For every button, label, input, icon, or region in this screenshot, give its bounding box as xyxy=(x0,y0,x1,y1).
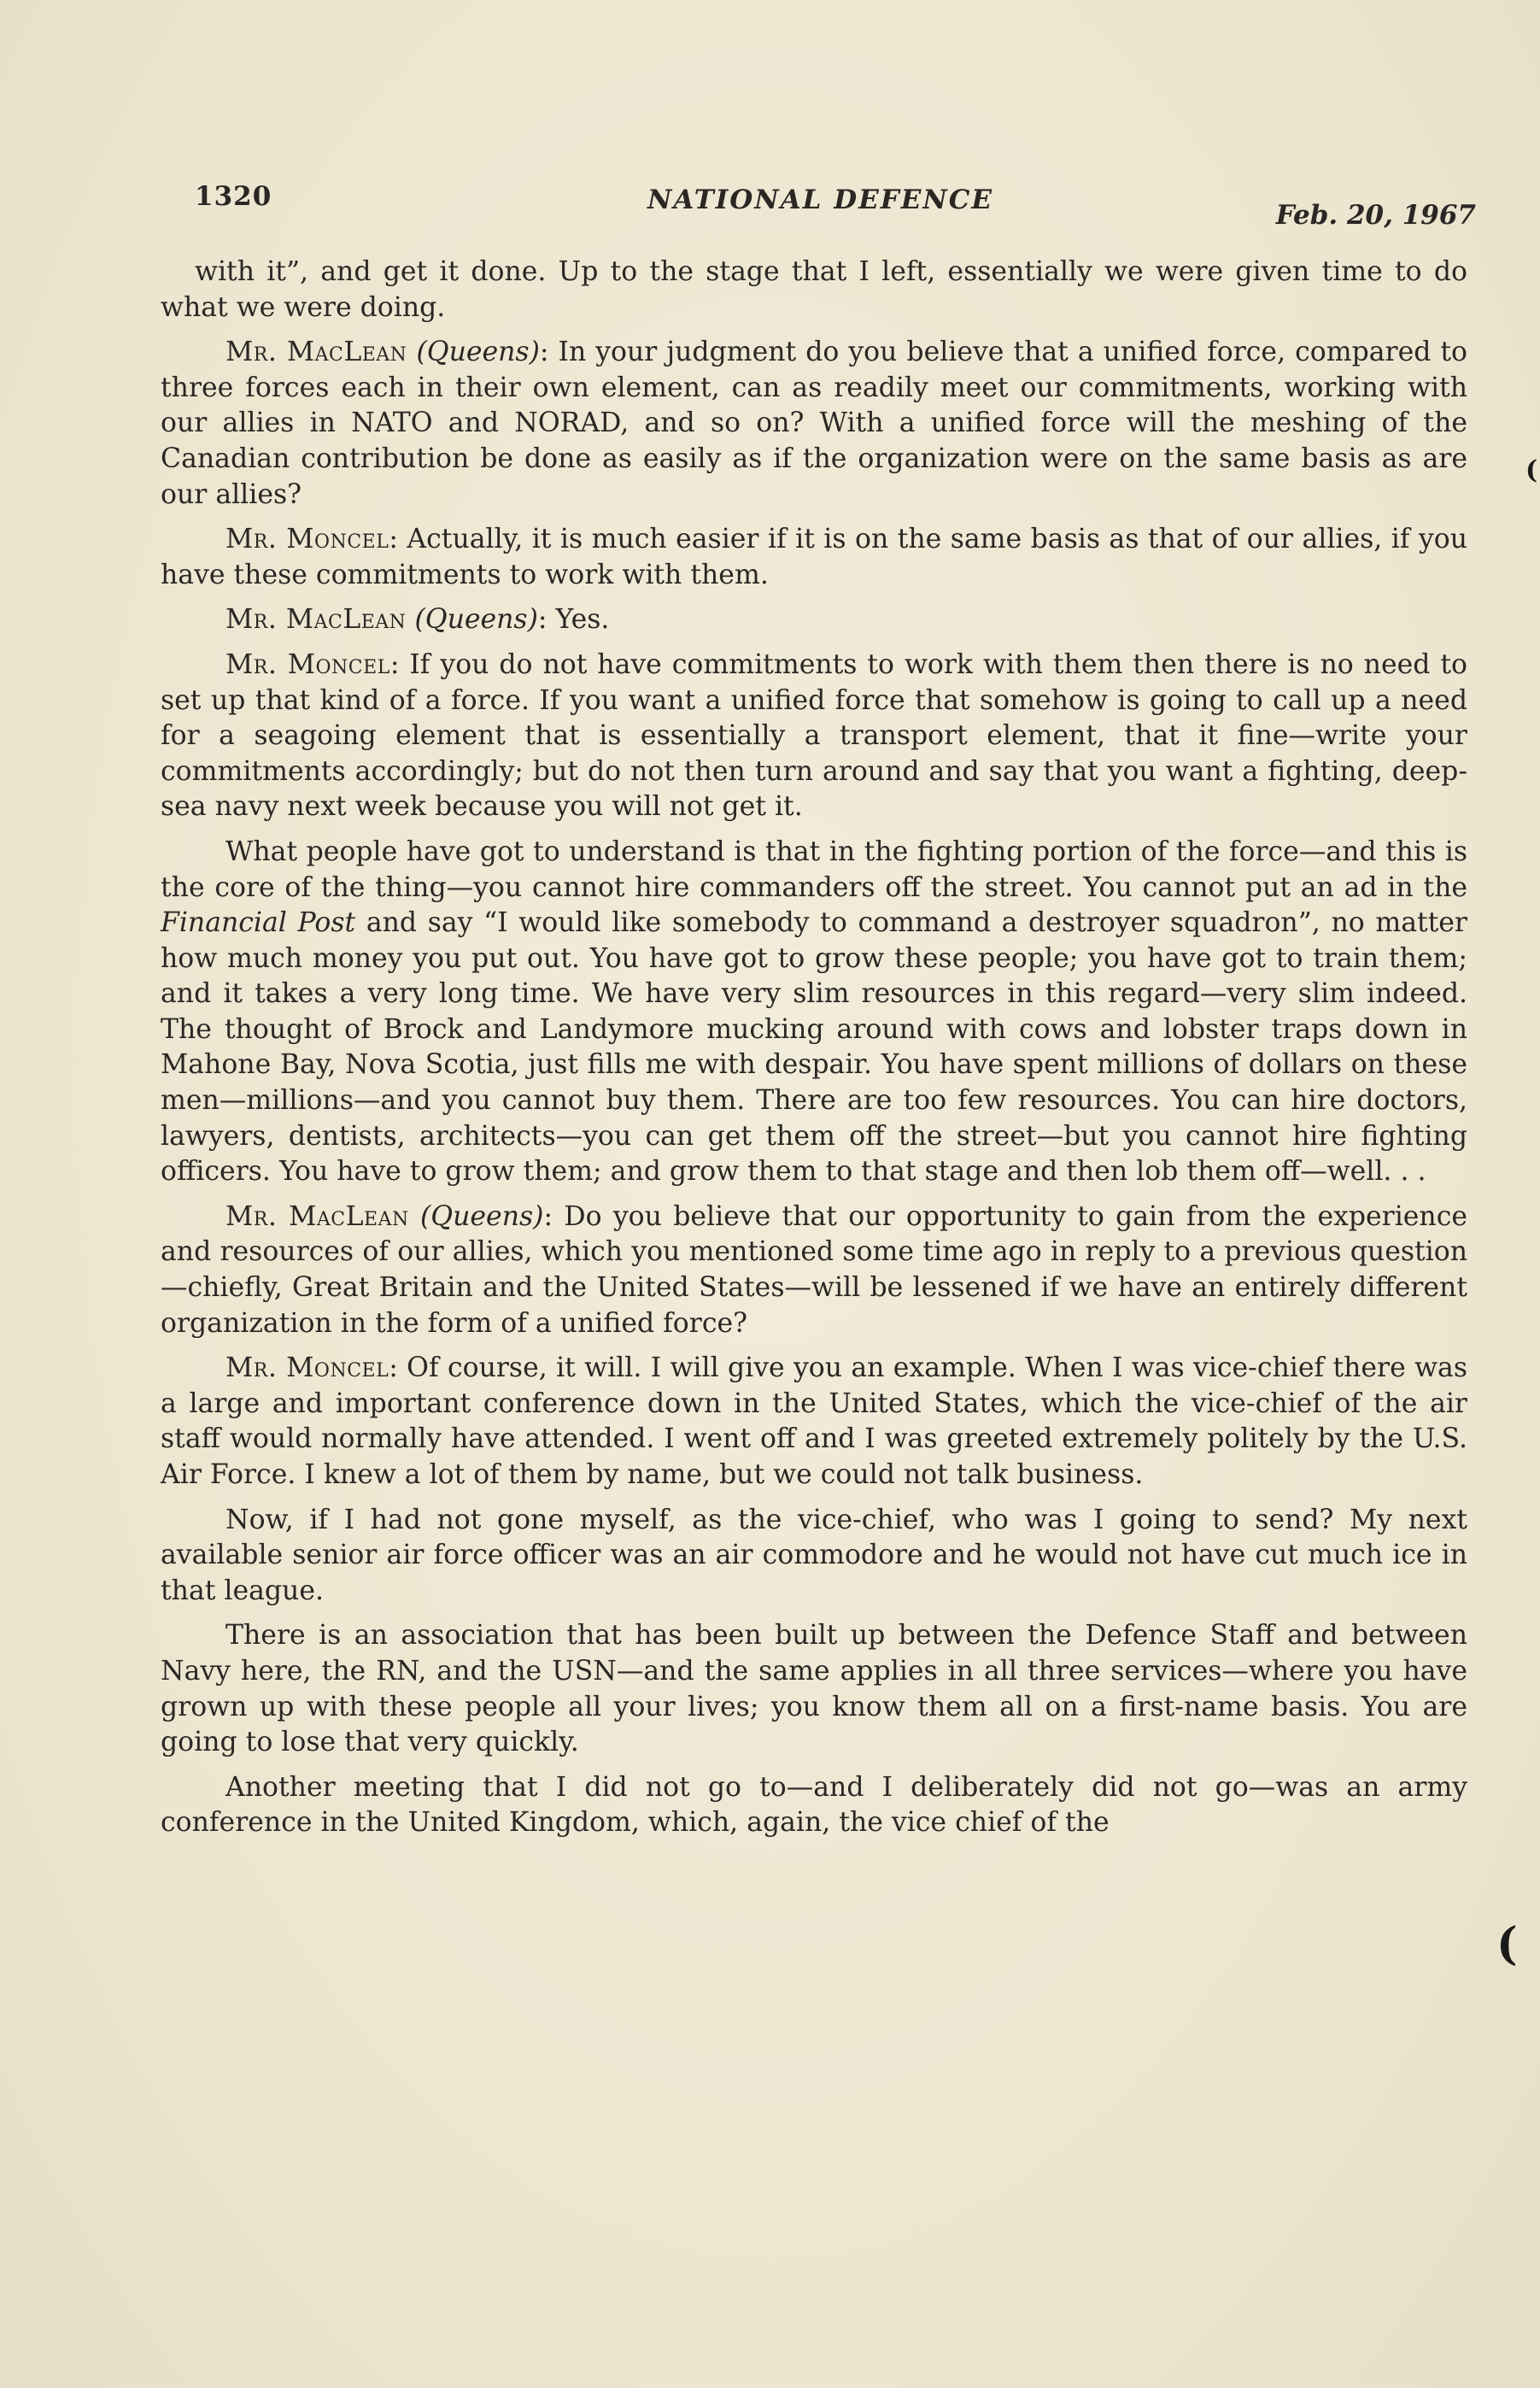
running-date: Feb. 20, 1967 xyxy=(1275,200,1476,231)
transcript-body xyxy=(161,255,1467,1851)
paragraph-11 xyxy=(161,1770,1467,1841)
speaker-constituency: (Queens) xyxy=(416,337,540,368)
paragraph-text: There is an association that has been built up between the Defence Staff and between Navy here, the RN, and the USN—and the same applies in all three services—where you have grown up with these people all your lives; you know them all on a first-name basis. You are going to lose that very quickly. xyxy=(161,1620,1467,1758)
paragraph-text-after: and say “I would like somebody to command a destroyer squadron”, no matter how much money you put out. You have got to grow these people; you have got to train them; and it takes a very long time. We have very slim resources in this regard—very slim indeed. The thought of Brock and Landymore mucking around with cows and lobster traps down in Mahone Bay, Nova Scotia, just fills me with despair. You have spent millions of dollars on these men—millions—and you cannot buy them. There are too few resources. You can hire doctors, lawyers, dentists, architects—you can get them off the street—but you cannot hire fighting officers. You have to grow them; and grow them to that stage and then lob them off—well. . . xyxy=(161,907,1467,1188)
paragraph-text: : Do you believe that our opportunity to gain from the experience and resources of our allies, which you mentioned some time ago in reply to a previous question—chiefly, Great Britain and the United States—will be lessened if we have an entirely different organization in the form of a unified force? xyxy=(161,1200,1467,1339)
speaker-constituency: (Queens) xyxy=(414,604,538,636)
paragraph-text: Now, if I had not gone myself, as the vice-chief, who was I going to send? My next available senior air force officer was an air commodore and he would not have cut much ice in that league. xyxy=(161,1504,1467,1606)
speaker-name: Mr. Moncel xyxy=(225,524,389,555)
paragraph-text: with it”, and get it done. Up to the stage that I left, essentially we were given time to do what we were doing. xyxy=(161,256,1467,323)
paragraph-7 xyxy=(161,1200,1467,1341)
margin-mark: ( xyxy=(1496,1918,1518,1970)
paragraph-6 xyxy=(161,835,1467,1190)
paragraph-9 xyxy=(161,1503,1467,1610)
speaker-name: Mr. MacLean xyxy=(225,604,407,636)
paragraph-10 xyxy=(161,1618,1467,1760)
running-title: NATIONAL DEFENCE xyxy=(647,185,994,215)
paragraph-text: Another meeting that I did not go to—and I deliberately did not go—was an army conference in the United Kingdom, which, again, the vice chief of the xyxy=(161,1771,1467,1839)
speaker-name: Mr. MacLean xyxy=(225,1200,409,1232)
speaker-name: Mr. Moncel xyxy=(225,1352,389,1384)
paragraph-4 xyxy=(161,602,1467,638)
paragraph-1 xyxy=(161,255,1467,326)
page-header xyxy=(195,181,1476,231)
paragraph-5 xyxy=(161,648,1467,825)
paragraph-text: : Yes. xyxy=(537,604,610,636)
margin-mark: ( xyxy=(1525,455,1538,485)
paragraph-text: : Of course, it will. I will give you an example. When I was vice-chief there was a large and important conference down in the United States, which the vice-chief of the air staff would normally have attended. I went off and I was greeted extremely politely by the U.S. Air Force. I knew a lot of them by name, but we could not talk business. xyxy=(161,1352,1467,1490)
paragraph-8 xyxy=(161,1351,1467,1493)
paragraph-3 xyxy=(161,522,1467,593)
publication-title: Financial Post xyxy=(161,907,356,939)
paragraph-text: : If you do not have commitments to work with them then there is no need to set up that kind of a force. If you want a unified force that somehow is going to call up a need for a seagoing element that is essentially a transport element, that it fine—write your commitments accordingly; but do not then turn around and say that you want a fighting, deep-sea navy next week because you will not get it. xyxy=(161,648,1467,823)
paragraph-2 xyxy=(161,335,1467,513)
paragraph-text: : In your judgment do you believe that a unified force, compared to three forces each in their own element, can as readily meet our commitments, working with our allies in NATO and NORAD, and so on? With a unified force will the meshing of the Canadian contribution be done as easily as if the organization were on the same basis as are our allies? xyxy=(161,337,1468,510)
speaker-name: Mr. Moncel xyxy=(225,648,390,680)
paragraph-text-before: What people have got to understand is that in the fighting portion of the force—and this is the core of the thing—you cannot hire commanders off the street. You cannot put an ad in the xyxy=(161,836,1467,903)
speaker-name: Mr. MacLean xyxy=(225,337,407,368)
page-number: 1320 xyxy=(195,181,272,212)
paragraph-text: : Actually, it is much easier if it is on the same basis as that of our allies, if you have these commitments to work with them. xyxy=(161,524,1467,590)
speaker-constituency: (Queens) xyxy=(420,1200,544,1232)
